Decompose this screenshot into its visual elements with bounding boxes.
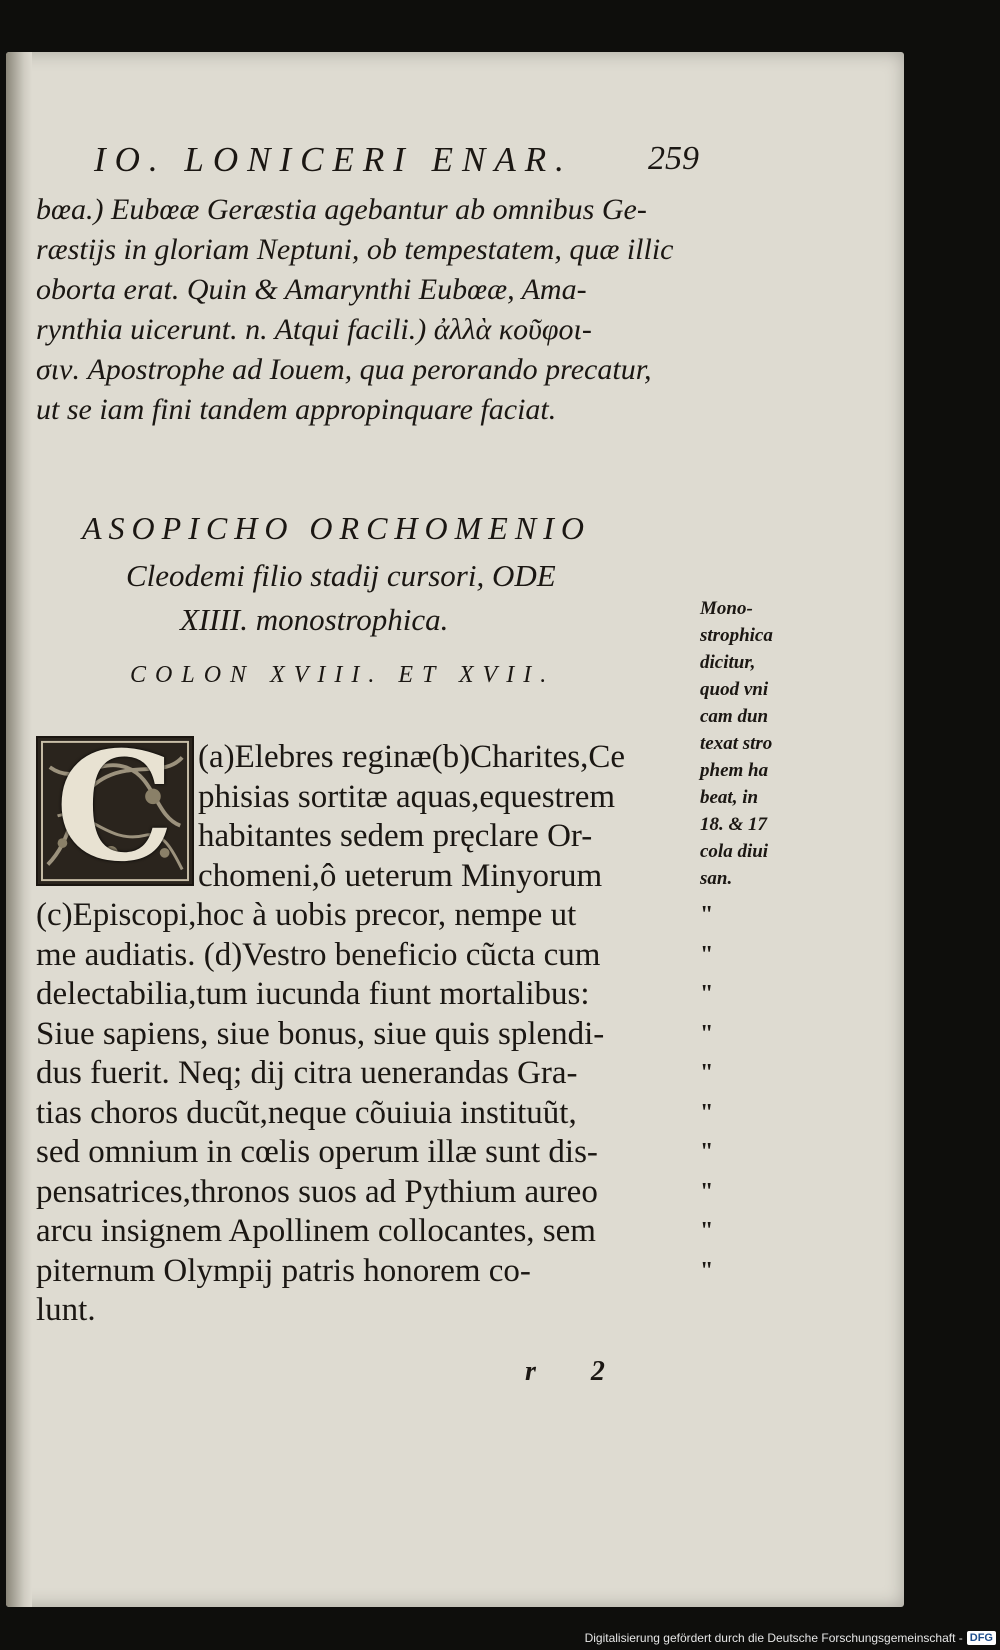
running-head-title: IO. LONICERI ENAR. — [94, 140, 573, 179]
text-line: dus fuerit. Neq; dij citra uenerandas Gra- — [36, 1055, 578, 1091]
ode-text — [36, 738, 696, 1331]
text-line: piternum Olympij patris honorem co- — [36, 1252, 531, 1289]
commentary-line: σιν. Apostrophe ad Iouem, qua perorando precatur, — [36, 353, 652, 386]
footer-credit — [585, 1628, 996, 1648]
colon-heading: COLON XVIII. ET XVII. — [130, 662, 556, 688]
page-spine-shadow — [6, 52, 32, 1607]
text-line: Siue sapiens, siue bonus, siue quis splendi- — [36, 1015, 605, 1052]
margin-note-line: strophica — [700, 625, 773, 646]
commentary-block — [36, 190, 701, 430]
text-line: sed omnium in cœlis operum illæ sunt dis- — [36, 1134, 598, 1170]
quotation-marks-column — [700, 896, 730, 1291]
quote-mark: " — [700, 1020, 714, 1047]
text-line: delectabilia,tum iucunda fiunt mortalibus: — [36, 976, 590, 1012]
quote-mark: " — [700, 941, 714, 968]
dfg-logo: DFG — [967, 1631, 996, 1645]
margin-note-line: Mono- — [700, 598, 753, 619]
text-line: phisias sortitæ aquas,equestrem — [198, 778, 616, 815]
margin-note-line: texat stro — [700, 733, 773, 754]
text-line: lunt. — [36, 1292, 96, 1328]
ode-subtitle: Cleodemi filio stadij cursori, ODE — [126, 558, 556, 593]
drop-cap-letter: C — [55, 719, 175, 895]
quote-mark: " — [700, 1178, 714, 1205]
signature-mark: r 2 — [525, 1356, 629, 1387]
text-line: (c)Episcopi,hoc à uobis precor, nempe ut — [36, 897, 577, 933]
margin-note-line: dicitur, — [700, 652, 756, 673]
margin-note-line: cola diui — [700, 841, 769, 862]
page-number: 259 — [648, 140, 699, 177]
quote-mark: " — [700, 1139, 714, 1165]
quote-mark: " — [700, 981, 714, 1007]
commentary-line: bœa.) Eubœæ Geræstia agebantur ab omnibus Ge- — [36, 193, 647, 226]
text-line: me audiatis. (d)Vestro beneficio cũcta cum — [36, 936, 601, 973]
text-line: (a)Elebres reginæ(b)Charites,Ce — [198, 739, 626, 775]
commentary-line: ut se iam fini tandem appropinquare faciat. — [36, 393, 557, 426]
text-line: habitantes sedem pręclare Or- — [198, 818, 593, 854]
commentary-line: rynthia uicerunt. n. Atqui facili.) ἀλλὰ κοῦφοι- — [36, 313, 592, 346]
commentary-line: oborta erat. Quin & Amarynthi Eubœæ, Ama- — [36, 273, 587, 306]
text-line: arcu insignem Apollinem collocantes, sem — [36, 1213, 596, 1249]
footer-text: Digitalisierung gefördert durch die Deutsche Forschungsgemeinschaft - — [584, 1631, 963, 1645]
ode-title: ASOPICHO ORCHOMENIO — [82, 510, 591, 546]
margin-note-line: san. — [700, 868, 733, 889]
ode-number: XIIII. monostrophica. — [180, 602, 449, 637]
text-line: pensatrices,thronos suos ad Pythium aureo — [36, 1173, 598, 1210]
margin-note-line: phem ha — [700, 760, 769, 781]
quote-mark: " — [700, 1257, 714, 1284]
quote-mark: " — [700, 1218, 714, 1244]
text-line: tias choros ducũt,neque cõuiuia instituũt, — [36, 1094, 577, 1131]
quote-mark: " — [700, 902, 714, 928]
commentary-line: ræstijs in gloriam Neptuni, ob tempestatem, quæ illic — [36, 233, 674, 266]
margin-note-line: quod vni — [700, 679, 769, 700]
quote-mark: " — [700, 1060, 714, 1086]
margin-note-line: beat, in — [700, 787, 759, 808]
text-line: chomeni,ô ueterum Minyorum — [198, 857, 603, 894]
quote-mark: " — [700, 1099, 714, 1126]
margin-note — [700, 595, 810, 892]
margin-note-line: 18. & 17 — [700, 814, 768, 835]
margin-note-line: cam dun — [700, 706, 769, 727]
